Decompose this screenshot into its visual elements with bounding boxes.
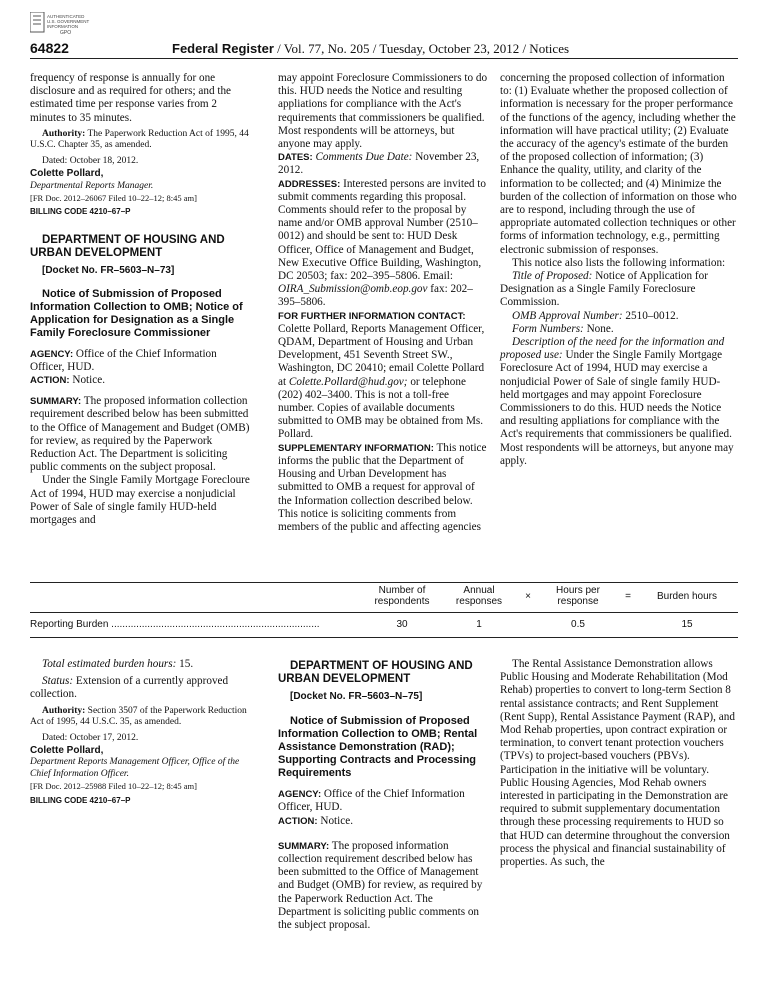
notice-title: Notice of Submission of Proposed Information Collection to OMB; Notice of Application for Designation as a Single Family Foreclosure Commissioner (30, 287, 243, 339)
column-2 (278, 72, 488, 534)
header-rule (30, 58, 738, 59)
col-header-burden: Burden hours (656, 591, 718, 602)
dated-line: Dated: October 18, 2012. (42, 155, 139, 166)
signer-title: Departmental Reports Manager. (30, 180, 154, 191)
row-label: Reporting Burden ........................................................................... (30, 619, 320, 630)
supplementary-info: SUPPLEMENTARY INFORMATION: This notice informs the public that the Department of Housing and Urban Development has submitted to OMB a request for approval of the Information collection described below. This notice is soliciting comments from members of the public and affecting agencies (278, 441, 487, 533)
agency-heading: DEPARTMENT OF HOUSING AND URBAN DEVELOPMENT (30, 234, 225, 260)
column-3 (500, 72, 738, 468)
paragraph: The Rental Assistance Demonstration allows Public Housing and Moderate Rehabilitation (Mod Rehab) properties to convert to long-term Section 8 rental assistance contracts; and Rent Supplement (Rent Supp), Rental Assistance Payment (RAP), and Mod Rehab properties, upon contract expiration or termination, to convert tenant protection vouchers (TPVs) to project-based vouchers (PBVs). Participation in the initiative will be voluntary. Public Housing Agencies, Mod Rehab owners interested in participating in the Demonstration are required to submit supplementary documentation through these processing requirements to HUD so that HUD can determine throughout the conversion process the physical and financial sustainability of properties. As such, the (500, 658, 735, 869)
signer-title: Department Reports Management Officer, Office of the Chief Information Officer. (30, 757, 240, 779)
gpo-authentication-logo (30, 12, 104, 36)
paragraph: Under the Single Family Mortgage Forecloure Act of 1994, HUD may exercise a nonjudicial Power of Sale of single family HUD-held mortgages and (30, 474, 250, 527)
title-proposed: Title of Proposed: Notice of Application for Designation as a Single Family Foreclosure Commission. (500, 270, 708, 309)
svg-text:AUTHENTICATED: AUTHENTICATED (47, 14, 85, 19)
total-burden: Total estimated burden hours: 15. (42, 658, 194, 670)
column-1 (30, 72, 252, 527)
billing-code: BILLING CODE 4210–67–P (30, 207, 131, 217)
running-header (172, 41, 569, 57)
table-top-rule (30, 582, 738, 583)
authority-note: Authority: Section 3507 of the Paperwork Reduction Act of 1995, 44 U.S.C. 35, as amended. (30, 705, 247, 728)
page-number: 64822 (30, 40, 69, 56)
cell-respondents: 30 (396, 619, 408, 630)
col-header-hours: Hours per response (556, 585, 600, 607)
ffi-label: FOR FURTHER INFORMATION CONTACT: (278, 310, 466, 322)
journal-name: Federal Register (172, 41, 274, 56)
issue-info: / Vol. 77, No. 205 / Tuesday, October 23, 2012 / Notices (273, 41, 570, 56)
agency-heading: DEPARTMENT OF HOUSING AND URBAN DEVELOPMENT (278, 660, 473, 685)
fr-doc-line: [FR Doc. 2012–26067 Filed 10–22–12; 8:45 am] (30, 193, 197, 204)
cell-burden: 15 (681, 619, 693, 630)
paragraph: frequency of response is annually for one disclosure and as required for others; and the estimated time per response varies from 2 minutes to 35 minutes. (30, 72, 231, 124)
form-numbers: Form Numbers: None. (512, 322, 614, 335)
paragraph: may appoint Foreclosure Commissioners to do this. HUD needs the Notice and resulting appliations for compliance with the Act's requirements that commissioners be qualified. Most respondents will be attorneys, but anyone may apply. (278, 72, 488, 151)
ffi-text: Colette Pollard, Reports Management Officer, QDAM, Department of Housing and Urban Development, 451 Seventh Street SW., Washington, DC 20410; email Colette Pollard at Colette.Pollard@hud.gov; or telephone (202) 402–3400. This is not a toll-free number. Copies of available documents submitted to OMB may be obtained from Ms. Pollard. (278, 322, 485, 441)
column-2-bottom (278, 660, 488, 932)
cell-hours: 0.5 (571, 619, 585, 630)
omb-number: OMB Approval Number: 2510–0012. (512, 309, 679, 322)
signer-name: Colette Pollard, (30, 745, 104, 757)
status-line: Status: Extension of a currently approved collection. (30, 675, 229, 701)
action-line: ACTION: Notice. (278, 814, 353, 827)
fr-doc-line: [FR Doc. 2012–25988 Filed 10–22–12; 8:45 am] (30, 781, 197, 792)
paragraph: This notice also lists the following information: (512, 256, 726, 269)
equals-sign: = (625, 591, 631, 602)
action-line: ACTION: Notice. (30, 374, 105, 387)
signer-name: Colette Pollard, (30, 168, 104, 180)
svg-text:U.S. GOVERNMENT: U.S. GOVERNMENT (47, 19, 90, 24)
cell-responses: 1 (476, 619, 482, 630)
table-header-rule (30, 612, 738, 613)
docket-number: [Docket No. FR–5603–N–75] (290, 691, 423, 702)
table-bottom-rule (30, 637, 738, 638)
svg-text:INFORMATION: INFORMATION (47, 24, 79, 29)
description: Description of the need for the information and proposed use: Under the Single Family Mortgage Foreclosure Act of 1994, HUD may exercise a nonjudicial Power of Sale of single family HUD-held mortgages and may appoint Foreclosure Commissioners to do this. HUD needs the Notice and resulting appliations for compliance with the Act's requirements that commissioners be qualified. Most respondents will be attorneys, but anyone may apply. (500, 336, 734, 467)
authority-note: Authority: The Paperwork Reduction Act of 1995, 44 U.S.C. Chapter 35, as amended. (30, 128, 249, 151)
times-sign: × (525, 591, 531, 602)
svg-text:GPO: GPO (60, 30, 72, 36)
column-3-bottom (500, 658, 738, 869)
agency-line: AGENCY: Office of the Chief Information Officer, HUD. (30, 347, 217, 373)
dates-line: DATES: Comments Due Date: November 23, 2012. (278, 151, 480, 177)
dated-line: Dated: October 17, 2012. (42, 732, 139, 743)
summary: SUMMARY: The proposed information collection requirement described below has been submitted to the Office of Management and Budget (OMB) for review, as required by the Paperwork Reduction Act. The Department is soliciting public comments on the subject proposal. (30, 395, 250, 474)
agency-line: AGENCY: Office of the Chief Information Officer, HUD. (278, 788, 465, 814)
docket-number: [Docket No. FR–5603–N–73] (42, 265, 175, 277)
summary: SUMMARY: The proposed information collection requirement described below has been submitted to the Office of Management and Budget (OMB) for review, as required by the Paperwork Reduction Act. The Department is soliciting public comments on the subject proposal. (278, 839, 483, 932)
column-1-bottom (30, 658, 262, 807)
paragraph: concerning the proposed collection of information to: (1) Evaluate whether the proposed collection of information is necessary for the proper performance of the functions of the agency, including whether the information will have practical utility; (2) Evaluate the accuracy of the agency's estimate of the burden of the proposed collection of information; (3) Enhance the quality, utility, and clarity of the information to be collected; and (4) Minimize the burden of the collection of information on those who are to respond, including through the use of appropriate automated collection techniques or other forms of information technology, e.g., permitting electronic submission of responses. (500, 72, 737, 256)
col-header-responses: Annual responses (455, 585, 503, 607)
col-header-respondents: Number of respondents (374, 585, 430, 607)
addresses: ADDRESSES: Interested persons are invited to submit comments regarding this proposal. Comments should refer to the proposal by name and/or OMB approval Number (2510–0012) and should be sent to: HUD Desk Officer, Office of Management and Budget, New Executive Office Building, Washington, DC 20503; fax: 202–395–5806. Email: OIRA_Submission@omb.eop.gov fax: 202–395–5806. (278, 177, 486, 309)
notice-title: Notice of Submission of Proposed Information Collection to OMB; Rental Assistance Demonstration (RAD); Supporting Contracts and Processing Requirements (278, 715, 478, 780)
billing-code: BILLING CODE 4210–67–P (30, 795, 131, 805)
